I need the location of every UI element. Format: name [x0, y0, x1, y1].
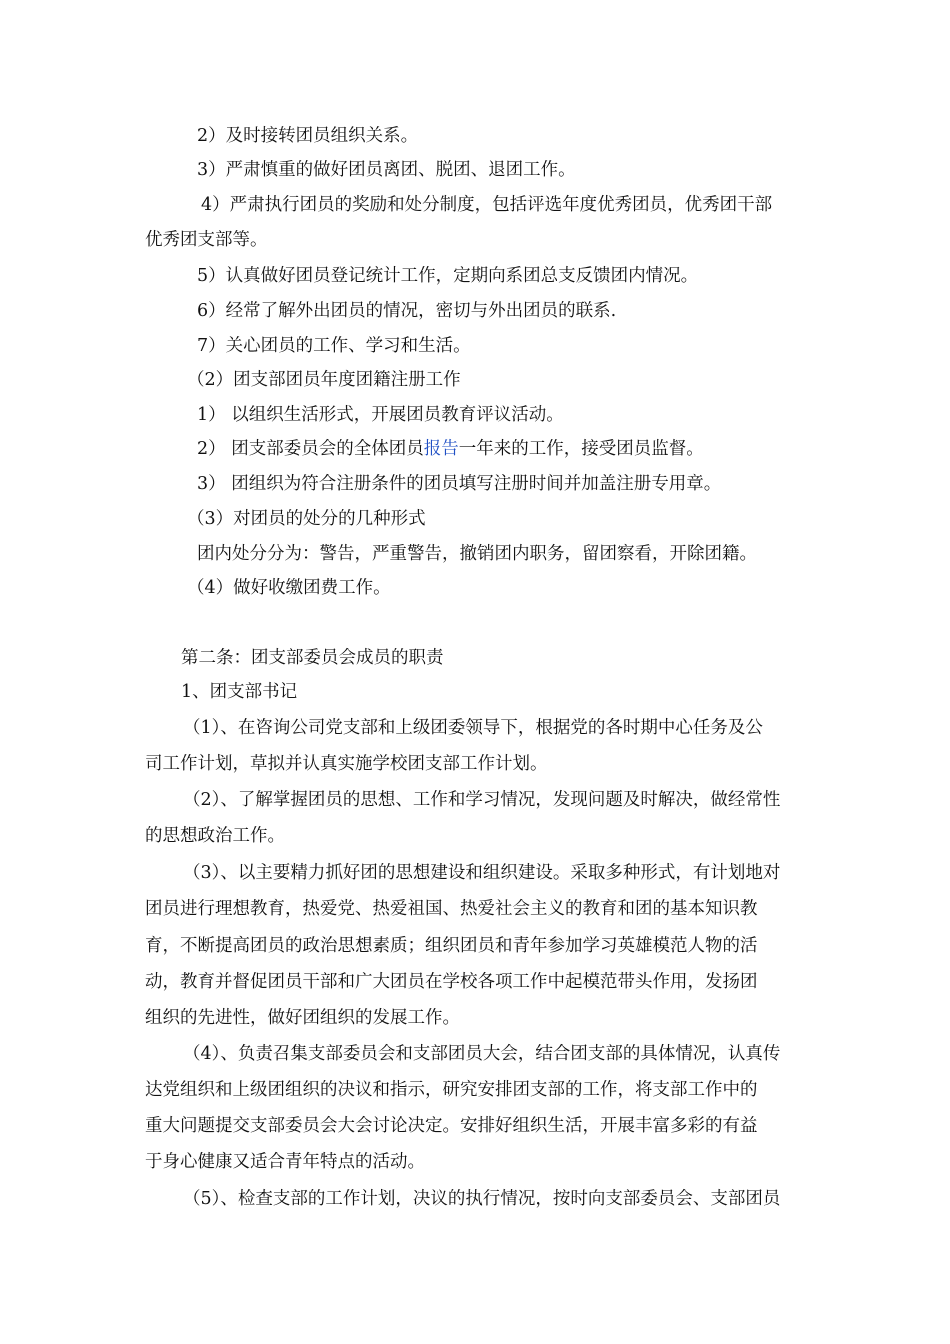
text-line: 育，不断提高团员的政治思想素质；组织团员和青年参加学习英雄模范人物的活	[145, 936, 758, 956]
text-segment: 一年来的工作，接受团员监督。	[458, 439, 704, 459]
report-link[interactable]: 报告	[423, 439, 459, 459]
text-line: 3） 团组织为符合注册条件的团员填写注册时间并加盖注册专用章。	[197, 474, 722, 494]
text-line: 司工作计划，草拟并认真实施学校团支部工作计划。	[145, 754, 548, 774]
text-line: （1）、在咨询公司党支部和上级团委领导下，根据党的各时期中心任务及公	[183, 718, 763, 738]
text-line: （5）、检查支部的工作计划，决议的执行情况，按时向支部委员会、支部团员	[183, 1189, 781, 1209]
text-line: 动，教育并督促团员干部和广大团员在学校各项工作中起模范带头作用，发扬团	[145, 972, 758, 992]
text-line: （2）、了解掌握团员的思想、工作和学习情况，发现问题及时解决，做经常性	[183, 790, 781, 810]
text-line: 4）严肃执行团员的奖励和处分制度，包括评选年度优秀团员，优秀团干部	[201, 195, 773, 215]
section-heading: （4）做好收缴团费工作。	[187, 578, 391, 598]
article-heading: 第二条：团支部委员会成员的职责	[181, 648, 444, 668]
text-line: 组织的先进性，做好团组织的发展工作。	[145, 1008, 460, 1028]
text-line: 于身心健康又适合青年特点的活动。	[145, 1152, 425, 1172]
section-heading: （2）团支部团员年度团籍注册工作	[187, 370, 461, 390]
text-line: （3）、以主要精力抓好团的思想建设和组织建设。采取多种形式，有计划地对	[183, 863, 781, 883]
text-line: 优秀团支部等。	[145, 230, 268, 250]
text-segment: 2） 团支部委员会的全体团员	[197, 439, 424, 459]
text-line: 5）认真做好团员登记统计工作，定期向系团总支反馈团内情况。	[197, 266, 699, 286]
text-line: 2）及时接转团员组织关系。	[197, 126, 419, 146]
text-line: 3）严肃慎重的做好团员离团、脱团、退团工作。	[197, 160, 576, 180]
text-line: 重大问题提交支部委员会大会讨论决定。安排好组织生活，开展丰富多彩的有益	[145, 1116, 758, 1136]
text-line: 7）关心团员的工作、学习和生活。	[197, 336, 471, 356]
text-line: 团内处分分为：警告，严重警告，撤销团内职务，留团察看，开除团籍。	[197, 544, 757, 564]
text-line: （4）、负责召集支部委员会和支部团员大会，结合团支部的具体情况，认真传	[183, 1044, 781, 1064]
text-line: 1） 以组织生活形式，开展团员教育评议活动。	[197, 405, 564, 425]
subsection-heading: 1、团支部书记	[181, 682, 298, 702]
text-line	[145, 432, 867, 466]
text-line: 团员进行理想教育，热爱党、热爱祖国、热爱社会主义的教育和团的基本知识教	[145, 899, 758, 919]
text-line: 的思想政治工作。	[145, 826, 285, 846]
text-line: 6）经常了解外出团员的情况，密切与外出团员的联系.	[197, 301, 617, 321]
text-line: 达党组织和上级团组织的决议和指示，研究安排团支部的工作，将支部工作中的	[145, 1080, 758, 1100]
section-heading: （3）对团员的处分的几种形式	[187, 509, 426, 529]
